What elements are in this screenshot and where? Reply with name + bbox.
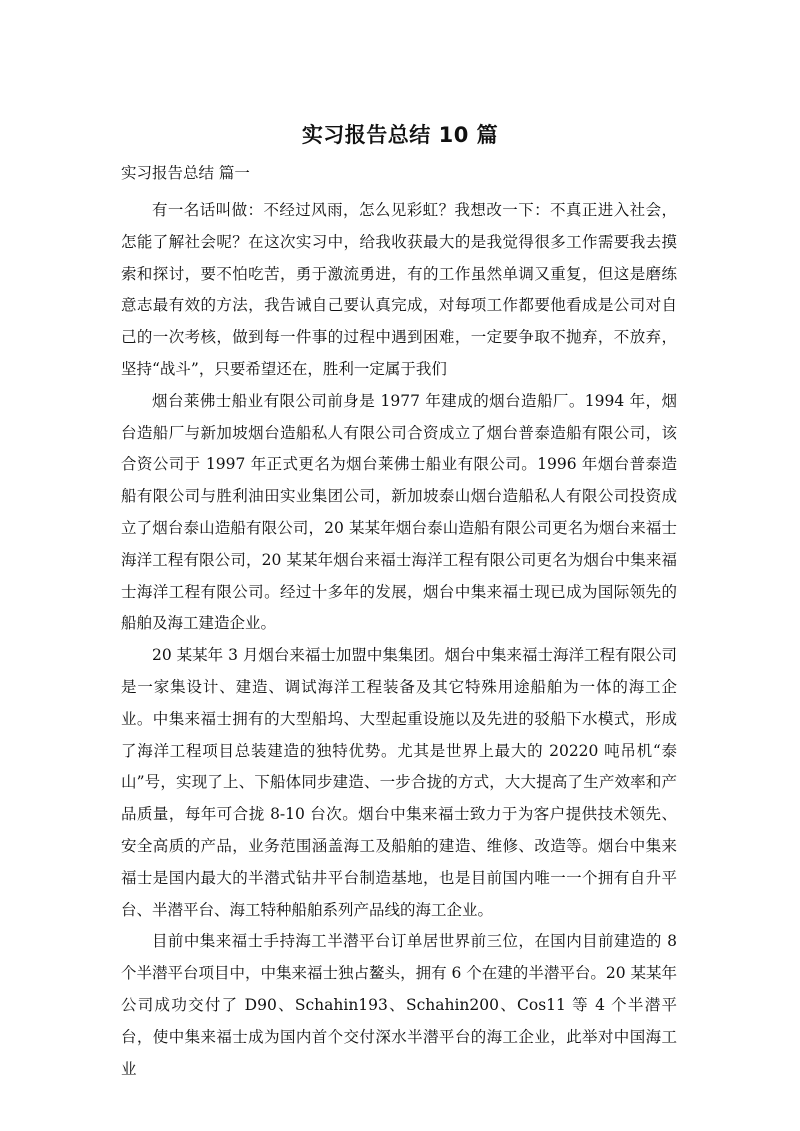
paragraph-2: 烟台莱佛士船业有限公司前身是 1977 年建成的烟台造船厂。1994 年，烟台造船厂与新加坡烟台造船私人有限公司合资成立了烟台普泰造船有限公司，该合资公司于 1997 年正式更名为烟台莱佛士船业有限公司。1996 年烟台普泰造船有限公司与胜利油田实业集团公司，新加坡泰山烟台造船私人有限公司投资成立了烟台泰山造船有限公司，20 某某年烟台泰山造船有限公司更名为烟台来福士海洋工程有限公司，20 某某年烟台来福士海洋工程有限公司更名为烟台中集来福士海洋工程有限公司。经过十多年的发展，烟台中集来福士现已成为国际领先的船舶及海工建造企业。: [121, 391, 677, 633]
paragraph-1: 有一名话叫做：不经过风雨，怎么见彩虹？我想改一下：不真正进入社会，怎能了解社会呢？在这次实习中，给我收获最大的是我觉得很多工作需要我去摸索和探讨，要不怕吃苦，勇于激流勇进，有的工作虽然单调又重复，但这是磨练意志最有效的方法，我告诫自己要认真完成，对每项工作都要他看成是公司对自己的一次考核，做到每一件事的过程中遇到困难，一定要争取不抛弃，不放弃，坚持“战斗”，只要希望还在，胜利一定属于我们: [121, 201, 677, 378]
paragraph-4: 目前中集来福士手持海工半潜平台订单居世界前三位，在国内目前建造的 8 个半潜平台项目中，中集来福士独占鳌头，拥有 6 个在建的半潜平台。20 某某年公司成功交付了 D90、Schahin193、Schahin200、Cos11 等 4 个半潜平台，使中集来福士成为国内首个交付深水半潜平台的海工企业，此举对中国海工业: [121, 932, 677, 1078]
document-body: [121, 195, 677, 1085]
section-heading: 实习报告总结 篇一: [121, 164, 250, 182]
document-title: 实习报告总结 10 篇: [301, 123, 499, 147]
paragraph-3: 20 某某年 3 月烟台来福士加盟中集集团。烟台中集来福士海洋工程有限公司是一家集设计、建造、调试海洋工程装备及其它特殊用途船舶为一体的海工企业。中集来福士拥有的大型船坞、大型起重设施以及先进的驳船下水模式，形成了海洋工程项目总装建造的独特优势。尤其是世界上最大的 20220 吨吊机“泰山”号，实现了上、下船体同步建造、一步合拢的方式，大大提高了生产效率和产品质量，每年可合拢 8-10 台次。烟台中集来福士致力于为客户提供技术领先、安全高质的产品，业务范围涵盖海工及船舶的建造、维修、改造等。烟台中集来福士是国内最大的半潜式钻井平台制造基地，也是目前国内唯一一个拥有自升平台、半潜平台、海工特种船舶系列产品线的海工企业。: [121, 646, 677, 919]
